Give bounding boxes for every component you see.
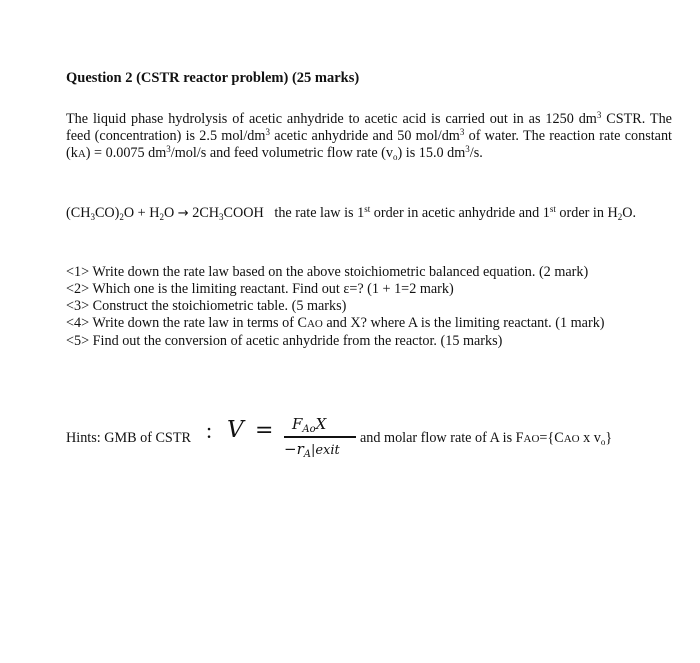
- reaction-text: O: [163, 205, 178, 221]
- superscript: 3: [596, 110, 602, 120]
- reaction-text: (CH: [66, 205, 91, 221]
- arrow-icon: →: [177, 206, 189, 221]
- reaction-text: CO): [94, 205, 120, 221]
- hint-label: Hints: GMB of CSTR: [66, 430, 191, 446]
- superscript: 3: [166, 144, 171, 154]
- superscript: st: [549, 204, 556, 214]
- intro-text-8: /s.: [469, 145, 483, 161]
- question-list: [66, 264, 672, 350]
- fraction-denominator: [284, 441, 340, 459]
- subscript: 3: [90, 212, 95, 222]
- question-4: [66, 315, 672, 333]
- numerator-sub: Ao: [302, 424, 316, 435]
- subscript-o: o: [393, 152, 398, 162]
- superscript: 3: [265, 127, 270, 137]
- subscript: 3: [219, 212, 224, 222]
- rate-law-text: order in acetic anhydride and 1: [370, 205, 550, 221]
- problem-statement: [66, 111, 672, 163]
- equals-sign: =: [255, 418, 274, 443]
- subscript-o: o: [600, 437, 606, 447]
- denominator-sub: A: [303, 449, 311, 460]
- small-caps: AO: [306, 318, 323, 330]
- denominator-r: −r: [284, 440, 304, 458]
- rate-law-text: O.: [622, 205, 637, 221]
- question-4-text: <4> Write down the rate law in terms of C: [66, 315, 307, 331]
- rate-law-text: the rate law is 1: [263, 205, 365, 221]
- reaction-equation: [66, 205, 672, 222]
- reaction-text: COOH: [223, 205, 264, 221]
- small-caps: AO: [563, 433, 580, 445]
- intro-text-7: ) is 15.0 dm: [397, 145, 466, 161]
- hint-colon: :: [206, 418, 213, 443]
- rate-law-text: order in H: [555, 205, 618, 221]
- hint-text: }: [605, 430, 613, 446]
- hint-line: [66, 416, 686, 476]
- denominator-exit: |exit: [310, 443, 340, 458]
- question-2: <2> Which one is the limiting reactant. Find out ε=? (1 + 1=2 mark): [66, 281, 454, 297]
- subscript: 2: [119, 212, 124, 222]
- hint-text: ={C: [539, 430, 564, 446]
- intro-text-5: ) = 0.0075 dm: [85, 145, 167, 161]
- subscript: 2: [159, 212, 164, 222]
- hint-molar-flow: [360, 430, 612, 448]
- volume-symbol: V: [227, 417, 244, 443]
- subscript-a: A: [77, 148, 86, 160]
- superscript: 3: [459, 127, 465, 137]
- question-5: <5> Find out the conversion of acetic anhydride from the reactor. (15 marks): [66, 333, 503, 349]
- question-1: <1> Write down the rate law based on the above stoichiometric balanced equation. (2 mark): [66, 264, 589, 280]
- question-3: <3> Construct the stoichiometric table. (5 marks): [66, 298, 347, 314]
- intro-text-2: CSTR. The feed (concentration) is 2.5 mol/dm: [66, 111, 672, 144]
- fraction-numerator: [292, 416, 326, 433]
- intro-text-4: of water. The reaction rate constant (k: [66, 128, 672, 161]
- numerator-f: F: [292, 415, 303, 433]
- hint-text: and molar flow rate of A is F: [360, 430, 524, 446]
- superscript: 3: [465, 144, 470, 154]
- hint-text: x v: [579, 430, 601, 446]
- question-4-text: and X? where A is the limiting reactant. (1 mark): [322, 315, 605, 331]
- subscript: 2: [617, 212, 623, 222]
- reaction-text: O + H: [123, 205, 160, 221]
- intro-text-6: /mol/s and feed volumetric flow rate (v: [170, 145, 393, 161]
- small-caps: AO: [523, 433, 540, 445]
- intro-text-1: The liquid phase hydrolysis of acetic anhydride to acetic acid is carried out in as 1250 dm: [66, 111, 597, 127]
- fraction-bar: [284, 436, 356, 438]
- question-title: Question 2 (CSTR reactor problem) (25 marks): [66, 70, 360, 86]
- numerator-x: X: [315, 415, 327, 433]
- reaction-text: 2CH: [188, 205, 220, 221]
- superscript: st: [364, 204, 371, 214]
- intro-text-3: acetic anhydride and 50 mol/dm: [269, 128, 460, 144]
